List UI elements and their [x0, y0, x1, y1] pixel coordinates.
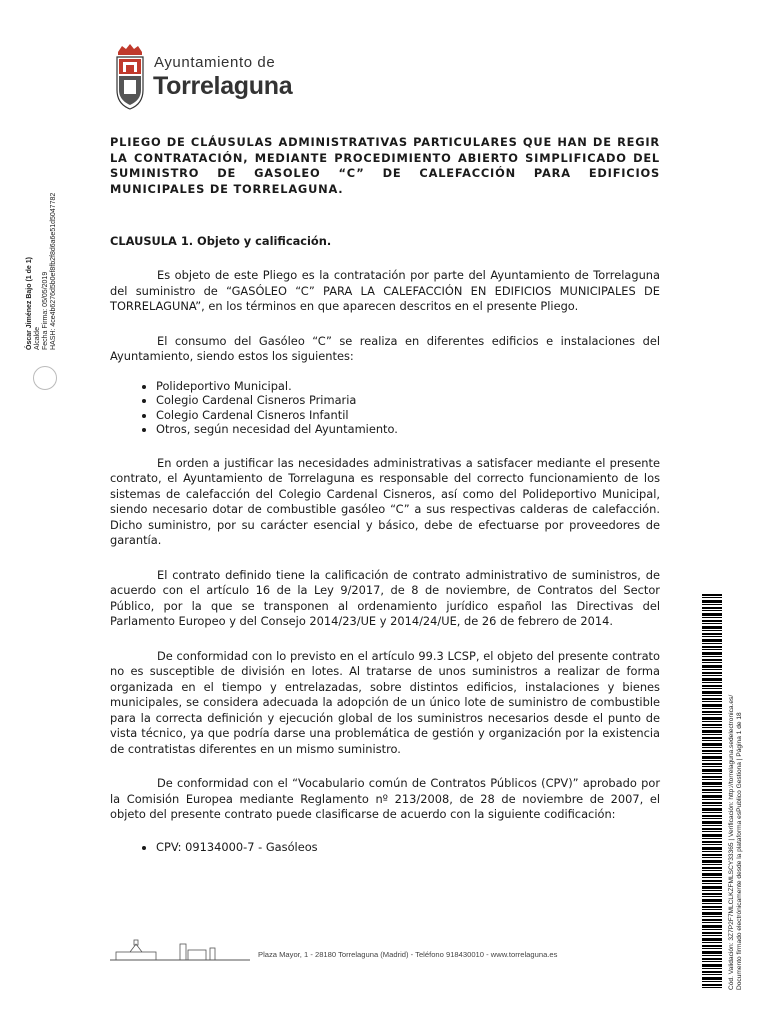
document-body	[110, 135, 660, 854]
paragraph: El consumo del Gasóleo “C” se realiza en diferentes edificios e instalaciones del Ayuntamiento, siendo estos los siguientes:	[110, 333, 660, 363]
paragraph: En orden a justificar las necesidades administrativas a satisfacer mediante el presente contrato, el Ayuntamiento de Torrelaguna es responsable del correcto funcionamiento de los sistemas de calefacción del Colegio Cardenal Cisneros, así como del Polideportivo Municipal, siendo necesario dotar de combustible gasóleo “C” a sus respectivas calderas de calefacción. Dicho suministro, por su carácter esencial y básico, debe de efectuarse por proveedores de garantía.	[110, 455, 660, 547]
list-item: • Polideportivo Municipal.	[156, 379, 660, 394]
list-item: • Colegio Cardenal Cisneros Infantil	[156, 408, 660, 423]
list-item: • Colegio Cardenal Cisneros Primaria	[156, 393, 660, 408]
validation-block	[728, 590, 744, 990]
paragraph: Es objeto de este Pliego es la contratación por parte del Ayuntamiento de Torrelaguna del suministro de “GASÓLEO “C” PARA LA CALEFACCIÓN EN EDIFICIOS MUNICIPALES DE TORRELAGUNA”, en los términos en que aparecen descritos en el presente Pliego.	[110, 268, 660, 313]
logo-line-1: Ayuntamiento de	[154, 54, 276, 71]
signer-name: Óscar Jiménez Bajo (1 de 1)	[26, 257, 33, 350]
signature-date: Fecha Firma: 05/05/2019	[42, 271, 49, 350]
cpv-code: • CPV: 09134000-7 - Gasóleos	[156, 840, 660, 855]
signature-stamp-icon	[33, 366, 57, 390]
paragraph: El contrato definido tiene la calificación de contrato administrativo de suministros, de acuerdo con el artículo 16 de la Ley 9/2017, de 8 de noviembre, de Contratos del Sector Público, por la que se transponen al ordenamiento jurídico español las Directivas del Parlamento Europeo y del Consejo 2014/23/UE y 2014/24/UE, de 26 de febrero de 2014.	[110, 567, 660, 628]
barcode-icon	[702, 594, 722, 988]
footer	[110, 938, 655, 964]
signer-role: Alcalde	[34, 327, 41, 350]
paragraph: De conformidad con el “Vocabulario común de Contratos Públicos (CPV)” aprobado por la Comisión Europea mediante Reglamento nº 213/2008, de 28 de noviembre de 2007, el objeto del presente contrato puede clasificarse de acuerdo con la siguiente codificación:	[110, 776, 660, 821]
paragraph: De conformidad con lo previsto en el artículo 99.3 LCSP, el objeto del presente contrato no es susceptible de división en lotes. Al tratarse de unos suministros a realizar de forma organizada en el tiempo y entrelazadas, sobre distintos edificios, instalaciones y bienes municipales, se considera adecuada la adopción de un único lote de suministro de combustible para la correcta definición y ejecución global de los suministros necesarios desde el punto de vista técnico, ya que podría darse una problemática de gestión y organización por la existencia de contratistas diferentes en un mismo suministro.	[110, 648, 660, 756]
signature-block	[26, 50, 58, 350]
list-item: • Otros, según necesidad del Ayuntamiento.	[156, 422, 660, 437]
coat-of-arms-icon	[112, 42, 148, 112]
municipal-logo	[112, 42, 312, 114]
cpv-list	[110, 840, 660, 855]
validation-code: Cód. Validación: 3Z7P2F7MLCLKZFMLSCY33365 | Verificación: http://torrelaguna.sedelectronica.es/	[728, 694, 735, 990]
clause-heading: CLAUSULA 1. Objeto y calificación.	[110, 234, 332, 248]
footer-address: Plaza Mayor, 1 - 28180 Torrelaguna (Madrid) - Teléfono 918430010 - www.torrelaguna.es	[258, 950, 558, 959]
document-title: PLIEGO DE CLÁUSULAS ADMINISTRATIVAS PARTICULARES QUE HAN DE REGIR LA CONTRATACIÓN, MEDIANTE PROCEDIMIENTO ABIERTO SIMPLIFICADO DEL SUMINISTRO DE GASOLEO “C” DE CALEFACCIÓN PARA EDIFICIOS MUNICIPALES DE TORRELAGUNA.	[110, 135, 660, 196]
signature-hash: HASH: 4ce4b6276d5b0ef8fb2f8d6a6e51d5047782	[50, 192, 57, 350]
logo-line-2: Torrelaguna	[153, 72, 293, 100]
validation-note: Documento firmado electrónicamente desde la plataforma esPublico Gestiona | Página 1 de 18	[736, 712, 743, 990]
buildings-list	[110, 379, 660, 437]
town-skyline-icon	[110, 938, 250, 964]
